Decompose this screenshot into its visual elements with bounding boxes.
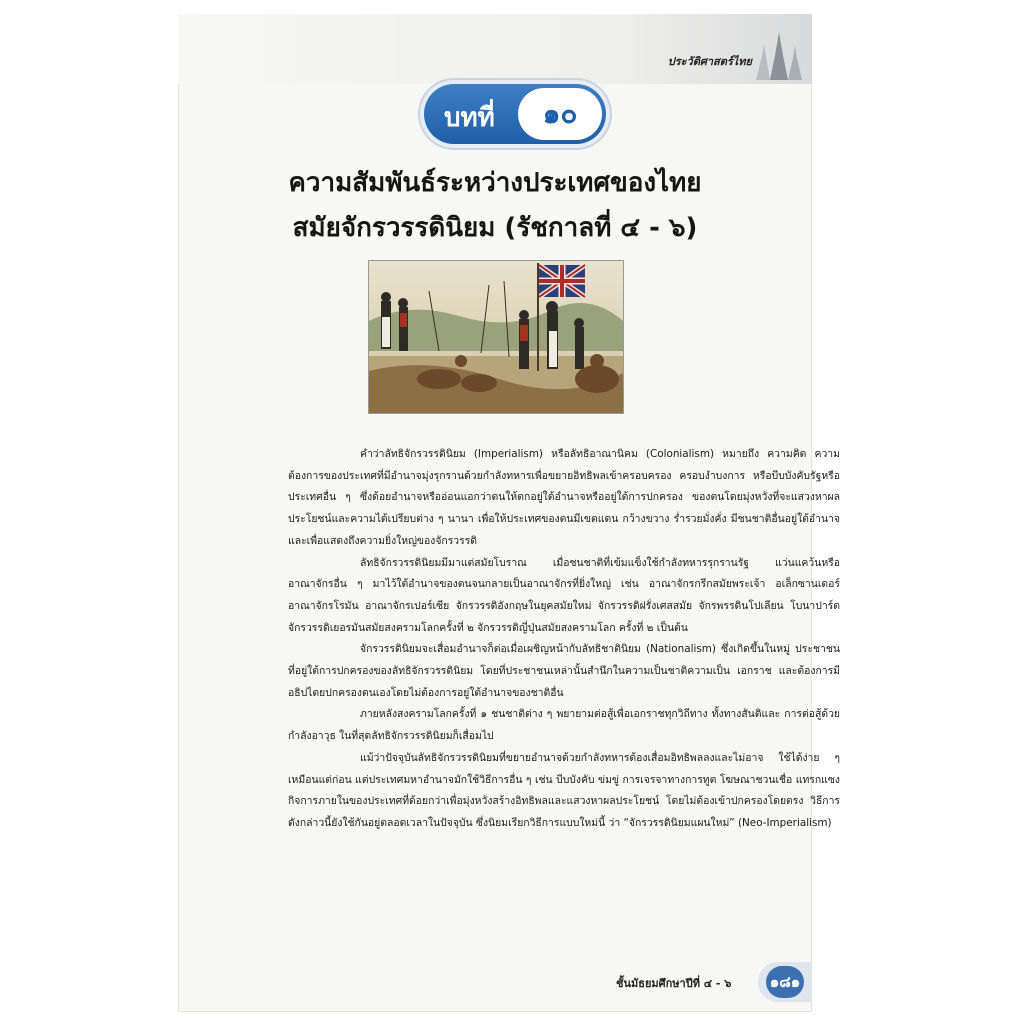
page-number-badge	[758, 962, 812, 1002]
chapter-badge	[424, 84, 606, 144]
paragraph-text: ภายหลังสงครามโลกครั้งที่ ๑ ชนชาติต่าง ๆ พยายามต่อสู้เพื่อเอกราชทุกวิถีทาง ทั้งทางสันติและ การต่อสู้ด้วยกำลังอาวุธ ในที่สุดลัทธิจักรวรรดินิยมก็เสื่อมไป	[288, 708, 840, 743]
grade-level-label: ชั้นมัธยมศึกษาปีที่ ๔ - ๖	[616, 977, 732, 990]
paragraph	[288, 704, 840, 747]
paragraph	[288, 639, 840, 704]
page-number: ๑๘๑	[766, 966, 804, 998]
paragraph	[288, 444, 840, 553]
chapter-number: ๑๐	[518, 88, 602, 140]
body-text	[288, 444, 840, 835]
paragraph-text: ลัทธิจักรวรรดินิยมมีมาแต่สมัยโบราณ เมื่อชนชาติที่เข้มแข็งใช้กำลังทหารรุกรานรัฐ แว่นแคว้นหรือ อาณาจักรอื่น ๆ มาไว้ใต้อำนาจของตนจนกลายเป็นอาณาจักรที่ยิ่งใหญ่ เช่น อาณาจักรกรีกสมัยพระเจ้า อเล็กซานเดอร์ อาณาจักรโรมัน อาณาจักรเปอร์เซีย จักรวรรดิอังกฤษในยุคสมัยใหม่ จักรวรรดิฝรั่งเศสสมัย จักรพรรดินโปเลียน โบนาปาร์ต จักรวรรดิเยอรมันสมัยสงครามโลกครั้งที่ ๒ จักรวรรดิญี่ปุ่นสมัยสงครามโลก ครั้งที่ ๒ เป็นต้น	[288, 556, 840, 634]
chapter-label: บทที่	[444, 103, 495, 133]
paragraph-text: คำว่าลัทธิจักรวรรดินิยม (Imperialism) หรือลัทธิอาณานิคม (Colonialism) หมายถึง ความคิด ความต้องการของประเทศที่มีอำนาจมุ่งรุกรานด้วยกำลังทหารเพื่อขยายอิทธิพลเข้าครอบครอง ครอบงำบงการ หรือบีบบังคับรัฐหรือประเทศอื่น ๆ ซึ่งด้อยอำนาจหรืออ่อนแอกว่าตนให้ตกอยู่ใต้อำนาจหรืออยู่ใต้การปกครอง ของตนโดยมุ่งหวังที่จะแสวงหาผลประโยชน์และความได้เปรียบต่าง ๆ นานา เพื่อให้ประเทศของตนมีเขตแดน กว้างขวาง ร่ำรวยมั่งคั่ง มีชนชาติอื่นอยู่ใต้อำนาจ และเพื่อแสดงถึงความยิ่งใหญ่ของจักรวรรดิ	[288, 448, 840, 547]
book-page	[178, 14, 840, 1012]
paragraph-text: แม้ว่าปัจจุบันลัทธิจักรวรรดินิยมที่ขยายอำนาจด้วยกำลังทหารต้องเสื่อมอิทธิพลลงและไม่อาจ ใช้ได้ง่าย ๆ เหมือนแต่ก่อน แต่ประเทศมหาอำนาจมักใช้วิธีการอื่น ๆ เช่น บีบบังคับ ข่มขู่ การเจรจาทางการทูต โฆษณาชวนเชื่อ แทรกแซงกิจการภายในของประเทศที่ด้อยกว่าเพื่อมุ่งหวังสร้างอิทธิพลและแสวงหาผลประโยชน์ โดยไม่ต้องเข้าปกครองโดยตรง วิธีการดังกล่าวนี้ยังใช้กันอยู่ตลอดเวลาในปัจจุบัน ซึ่งนิยมเรียกวิธีการแบบใหม่นี้ ว่า “จักรวรรดินิยมแผนใหม่” (Neo-Imperialism)	[288, 751, 840, 829]
section-title: ประวัติศาสตร์ไทย	[667, 55, 752, 68]
paragraph	[288, 553, 840, 640]
temple-silhouette-icon	[752, 30, 806, 80]
header-strip	[178, 14, 812, 84]
paragraph-text: จักรวรรดินิยมจะเสื่อมอำนาจก็ต่อเมื่อเผชิญหน้ากับลัทธิชาตินิยม (Nationalism) ซึ่งเกิดขึ้นในหมู่ ประชาชนที่อยู่ใต้การปกครองของลัทธิจักรวรรดินิยม โดยที่ประชาชนเหล่านั้นสำนึกในความเป็นชาติความเป็น เอกราช และต้องการมีอธิปไตยปกครองตนเองโดยไม่ต้องการอยู่ใต้อำนาจของชาติอื่น	[288, 643, 840, 699]
chapter-title-line-1: ความสัมพันธ์ระหว่างประเทศของไทย	[288, 168, 702, 198]
chapter-title-line-2: สมัยจักรวรรดินิยม (รัชกาลที่ ๔ - ๖)	[292, 213, 698, 243]
historical-painting-image	[368, 260, 624, 414]
paragraph	[288, 748, 840, 835]
